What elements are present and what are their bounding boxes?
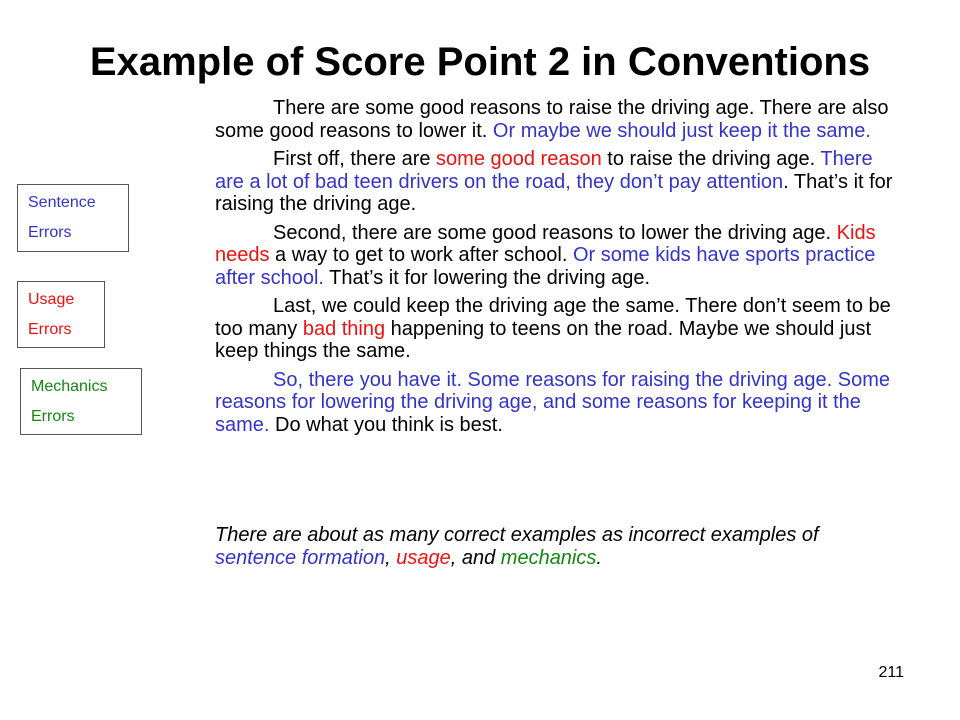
sentence-error: Or some kids have sports practice after school. <box>215 244 876 289</box>
legend-mechanics-errors <box>20 368 142 435</box>
essay-paragraph-4 <box>215 295 905 363</box>
essay-text: Second, there are some good reasons to lower the driving age. <box>273 221 837 244</box>
legend-usage-errors <box>17 281 105 348</box>
note-period: . <box>596 546 602 569</box>
note-separator: , and <box>450 546 501 569</box>
essay-paragraph-2 <box>215 148 905 216</box>
sentence-error: So, there you have it. Some reasons for raising the driving age. Some reasons for lowering the driving age, and some reasons for keeping it the same. <box>215 368 891 436</box>
essay-text: First off, there are <box>273 148 437 170</box>
essay-text: to raise the driving age. <box>601 148 821 170</box>
usage-error: bad thing <box>302 317 386 340</box>
note-separator: , <box>385 546 397 569</box>
legend-sentence-sublabel: Errors <box>28 224 72 241</box>
essay-text: . That’s it for raising the driving age. <box>215 170 893 215</box>
legend-sentence-label: Sentence <box>28 194 96 211</box>
page-number: 211 <box>878 664 904 681</box>
note-usage: usage <box>396 546 451 569</box>
legend-usage-label: Usage <box>28 291 75 308</box>
essay-text: Do what you think is best. <box>269 413 503 436</box>
essay-text: Last, we could keep the driving age the same. There don’t seem to be too many <box>215 295 891 340</box>
usage-error: some good reason <box>436 148 602 170</box>
legend-mechanics-sublabel: Errors <box>31 408 75 425</box>
slide-title: Example of Score Point 2 in Conventions <box>89 40 871 84</box>
legend-sentence-errors <box>17 184 129 252</box>
essay-text: There are some good reasons to raise the driving age. There are also some good reasons to lower it. <box>215 97 889 142</box>
essay-paragraph-5 <box>215 369 905 437</box>
usage-error: Kids needs <box>215 221 876 266</box>
essay-text: That’s it for lowering the driving age. <box>323 266 651 289</box>
legend-mechanics-label: Mechanics <box>31 378 108 395</box>
essay-paragraph-3 <box>215 222 905 290</box>
sentence-error: There are a lot of bad teen drivers on the road, they don’t pay attention <box>215 148 873 193</box>
sentence-error: Or maybe we should just keep it the same. <box>492 119 871 142</box>
essay-text: a way to get to work after school. <box>269 244 573 266</box>
note-text: There are about as many correct examples as incorrect examples of <box>215 524 819 546</box>
scoring-note <box>215 524 905 569</box>
essay-text: happening to teens on the road. Maybe we should just keep things the same. <box>215 317 872 362</box>
essay-paragraph-1 <box>215 97 905 142</box>
legend-usage-sublabel: Errors <box>28 321 72 338</box>
note-sentence-formation: sentence formation <box>215 546 386 569</box>
essay-sample <box>215 97 905 442</box>
note-mechanics: mechanics <box>500 546 597 569</box>
